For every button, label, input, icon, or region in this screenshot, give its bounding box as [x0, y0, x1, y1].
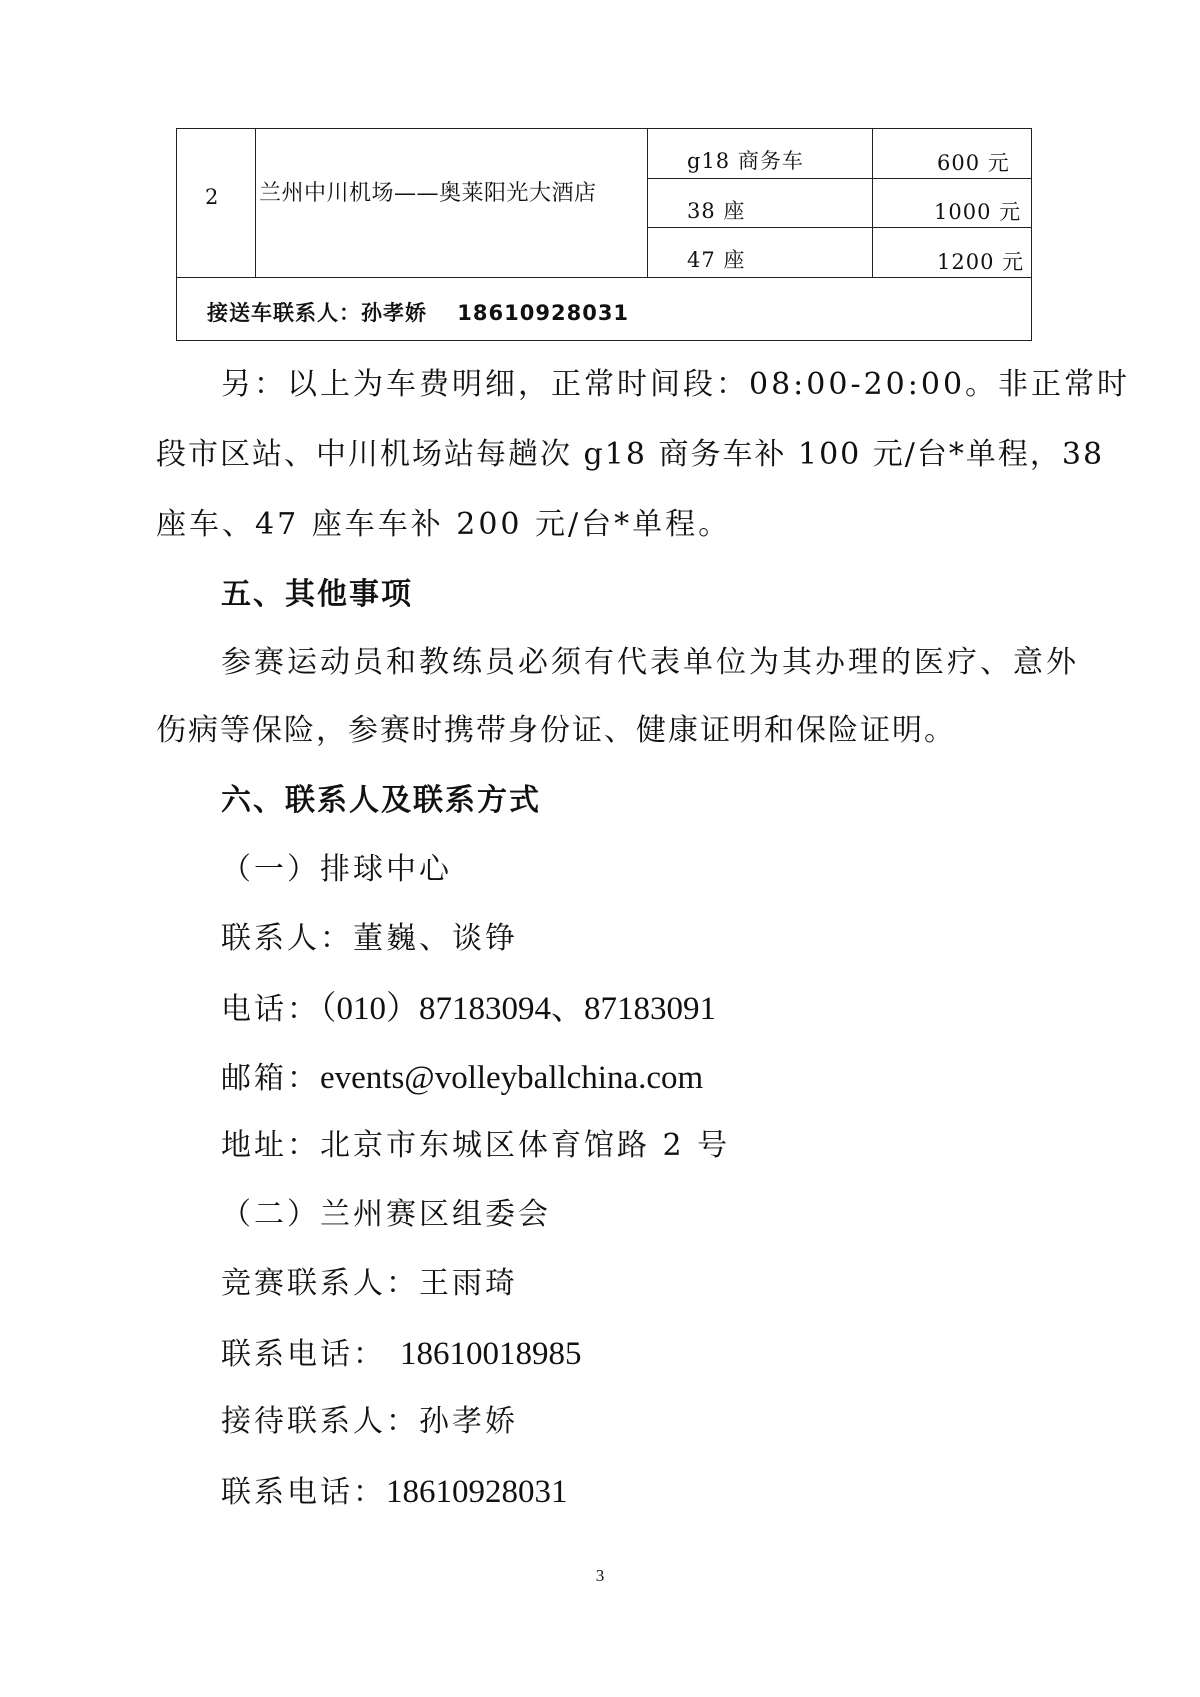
shuttle-contact: 接送车联系人：孙孝娇 18610928031: [207, 301, 630, 325]
address-line: [221, 1128, 731, 1163]
route-name: 兰州中川机场——奥莱阳光大酒店: [259, 181, 597, 206]
email-line: [221, 1062, 703, 1095]
reception-phone-line: [221, 1476, 568, 1509]
section-heading: 五、其他事项: [221, 577, 413, 612]
phone-label: 联系电话：: [221, 1337, 386, 1372]
phone-line: [221, 993, 716, 1026]
table-divider: [647, 227, 1032, 228]
address-label: 地址：: [221, 1128, 320, 1163]
competition-contact: 竞赛联系人：王雨琦: [221, 1266, 518, 1301]
phone-value: 18610928031: [386, 1474, 568, 1510]
competition-phone-line: [221, 1338, 582, 1371]
table-divider: [647, 129, 648, 277]
fare-note-line: 座车、47 座车车补 200 元/台*单程。: [156, 507, 732, 542]
address-value: 北京市东城区体育馆路 2 号: [320, 1128, 731, 1163]
contact-persons: 联系人：董巍、谈铮: [221, 921, 518, 956]
fare-price: 600 元: [937, 151, 1010, 175]
fare-price: 1000 元: [934, 200, 1022, 224]
row-index: 2: [205, 185, 220, 209]
fare-note-line: 另：以上为车费明细，正常时间段：08:00-20:00。非正常时: [221, 367, 1131, 402]
table-divider: [177, 277, 1032, 278]
table-divider: [255, 129, 256, 277]
fare-table: [176, 128, 1032, 341]
section-paragraph-line: 伤病等保险，参赛时携带身份证、健康证明和保险证明。: [156, 713, 956, 748]
table-divider: [872, 129, 873, 277]
phone-label: 联系电话：: [221, 1475, 386, 1510]
vehicle-type: 38 座: [687, 199, 746, 223]
fare-note-line: 段市区站、中川机场站每趟次 g18 商务车补 100 元/台*单程，38: [156, 437, 1105, 472]
page-number: 3: [595, 1566, 605, 1585]
phone-value: （010）87183094、87183091: [320, 991, 716, 1027]
table-divider: [647, 178, 1032, 179]
phone-label: 电话：: [221, 992, 320, 1027]
vehicle-type: 47 座: [687, 248, 746, 272]
subsection-title: （二）兰州赛区组委会: [221, 1197, 551, 1232]
email-value: events@volleyballchina.com: [320, 1060, 704, 1096]
section-heading: 六、联系人及联系方式: [221, 783, 541, 818]
reception-contact: 接待联系人：孙孝娇: [221, 1404, 518, 1439]
subsection-title: （一）排球中心: [221, 852, 452, 887]
vehicle-type: g18 商务车: [687, 149, 804, 173]
fare-price: 1200 元: [937, 250, 1025, 274]
section-paragraph-line: 参赛运动员和教练员必须有代表单位为其办理的医疗、意外: [221, 645, 1079, 680]
phone-value: 18610018985: [400, 1336, 582, 1372]
email-label: 邮箱：: [221, 1061, 320, 1096]
